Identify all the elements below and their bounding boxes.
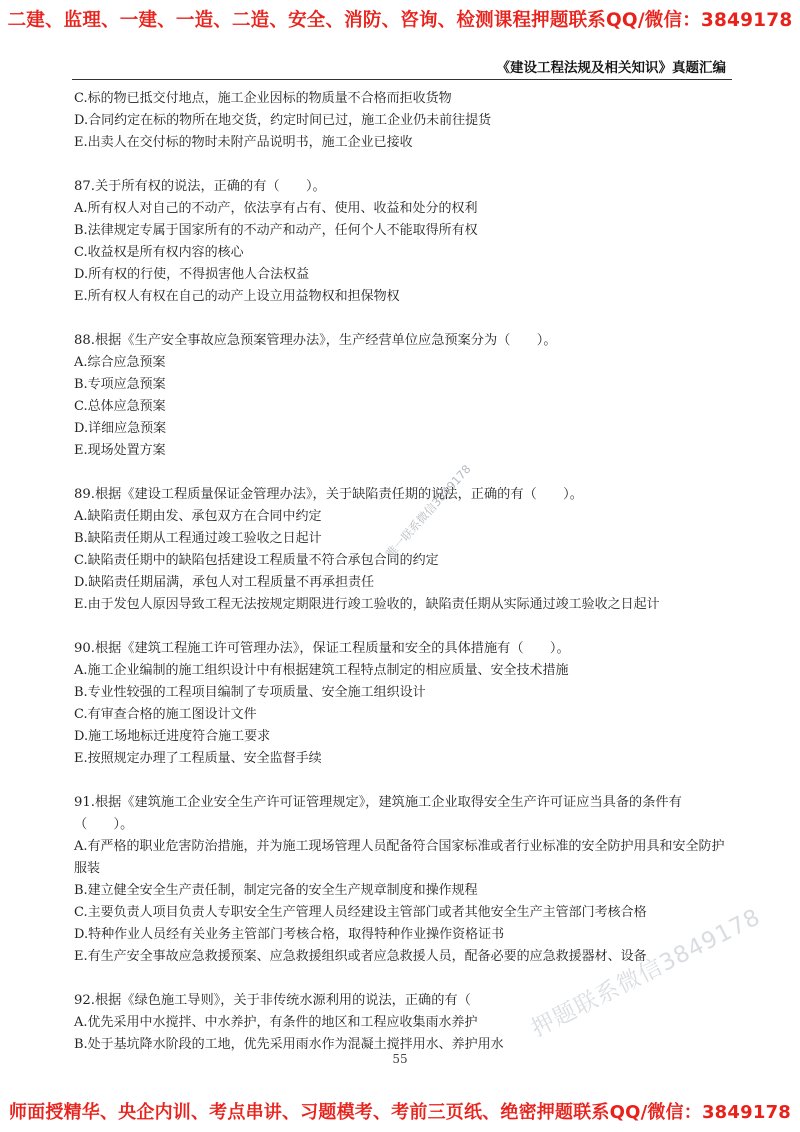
option-line: E.现场处置方案	[74, 443, 166, 458]
option-line: D.合同约定在标的物所在地交货，约定时间已过，施工企业仍未前往提货	[74, 113, 492, 128]
question-stem: 89.根据《建设工程质量保证金管理办法》，关于缺陷责任期的说法，正确的有（ ）。	[74, 487, 583, 502]
diagonal-watermark: 唯一联系微信3849178	[382, 461, 474, 561]
option-line: A.缺陷责任期由发、承包双方在合同中约定	[74, 509, 322, 524]
page-number: 55	[392, 1052, 408, 1066]
question-stem: 88.根据《生产安全事故应急预案管理办法》，生产经营单位应急预案分为（ ）。	[74, 333, 557, 348]
option-line: A.有严格的职业危害防治措施，并为施工现场管理人员配备符合国家标准或者行业标准的安全防护用具和安全防护服装	[74, 839, 725, 876]
option-line: B.法律规定专属于国家所有的不动产和动产，任何个人不能取得所有权	[74, 223, 478, 238]
option-line: C.总体应急预案	[74, 399, 166, 414]
corner-watermark: 押题联系微信3849178	[527, 904, 765, 1043]
question-90	[74, 638, 734, 770]
option-line: E.出卖人在交付标的物时未附产品说明书，施工企业已接收	[74, 135, 413, 150]
option-line: D.施工场地标迁进度符合施工要求	[74, 729, 271, 744]
page-content	[74, 88, 734, 1056]
option-line: B.专业性较强的工程项目编制了专项质量、安全施工组织设计	[74, 685, 426, 700]
header-divider	[72, 79, 732, 80]
option-line: C.缺陷责任期中的缺陷包括建设工程质量不符合承包合同的约定	[74, 553, 439, 568]
question-stem: 87.关于所有权的说法，正确的有（ ）。	[74, 179, 326, 194]
question-87	[74, 176, 734, 308]
question-stem: 90.根据《建筑工程施工许可管理办法》，保证工程质量和安全的具体措施有（ ）。	[74, 641, 570, 656]
question-92	[74, 990, 734, 1056]
option-line: D.所有权的行使，不得损害他人合法权益	[74, 267, 310, 282]
question-91	[74, 792, 734, 968]
option-line: E.有生产安全事故应急救援预案、应急救援组织或者应急救援人员，配备必要的应急救援器材、设备	[74, 949, 647, 964]
bottom-promo-banner: 师面授精华、央企内训、考点串讲、习题模考、考前三页纸、绝密押题联系QQ/微信：3849178	[8, 1102, 792, 1123]
question-stem: 91.根据《建筑施工企业安全生产许可证管理规定》，建筑施工企业取得安全生产许可证应当具备的条件有（ ）。	[74, 795, 682, 832]
book-title-header: 《建设工程法规及相关知识》真题汇编	[496, 60, 726, 76]
option-line: D.缺陷责任期届满，承包人对工程质量不再承担责任	[74, 575, 375, 590]
option-line: C.收益权是所有权内容的核心	[74, 245, 244, 260]
option-line: D.特种作业人员经有关业务主管部门考核合格，取得特种作业操作资格证书	[74, 927, 505, 942]
option-line: B.专项应急预案	[74, 377, 166, 392]
option-line: D.详细应急预案	[74, 421, 167, 436]
option-line: A.优先采用中水搅拌、中水养护，有条件的地区和工程应收集雨水养护	[74, 1015, 478, 1030]
option-line: C.有审查合格的施工图设计文件	[74, 707, 257, 722]
option-line: C.主要负责人项目负责人专职安全生产管理人员经建设主管部门或者其他安全生产主管部门考核合格	[74, 905, 647, 920]
option-line: E.所有权人有权在自己的动产上设立用益物权和担保物权	[74, 289, 400, 304]
option-line: A.所有权人对自己的不动产，依法享有占有、使用、收益和处分的权利	[74, 201, 478, 216]
option-line: B.缺陷责任期从工程通过竣工验收之日起计	[74, 531, 322, 546]
option-line: A.综合应急预案	[74, 355, 166, 370]
option-line: C.标的物已抵交付地点，施工企业因标的物质量不合格而拒收货物	[74, 91, 452, 106]
question-stem: 92.根据《绿色施工导则》，关于非传统水源利用的说法，正确的有（	[74, 993, 498, 1008]
top-promo-banner: 二建、监理、一建、一造、二造、安全、消防、咨询、检测课程押题联系QQ/微信：3849178	[7, 10, 793, 31]
option-line: B.处于基坑降水阶段的工地，优先采用雨水作为混凝土搅拌用水、养护用水	[74, 1037, 504, 1052]
option-line: A.施工企业编制的施工组织设计中有根据建筑工程特点制定的相应质量、安全技术措施	[74, 663, 569, 678]
option-line: E.由于发包人原因导致工程无法按规定期限进行竣工验收的，缺陷责任期从实际通过竣工验收之日起计	[74, 597, 660, 612]
option-line: B.建立健全安全生产责任制，制定完备的安全生产规章制度和操作规程	[74, 883, 478, 898]
question-88	[74, 330, 734, 462]
option-line: E.按照规定办理了工程质量、安全监督手续	[74, 751, 322, 766]
